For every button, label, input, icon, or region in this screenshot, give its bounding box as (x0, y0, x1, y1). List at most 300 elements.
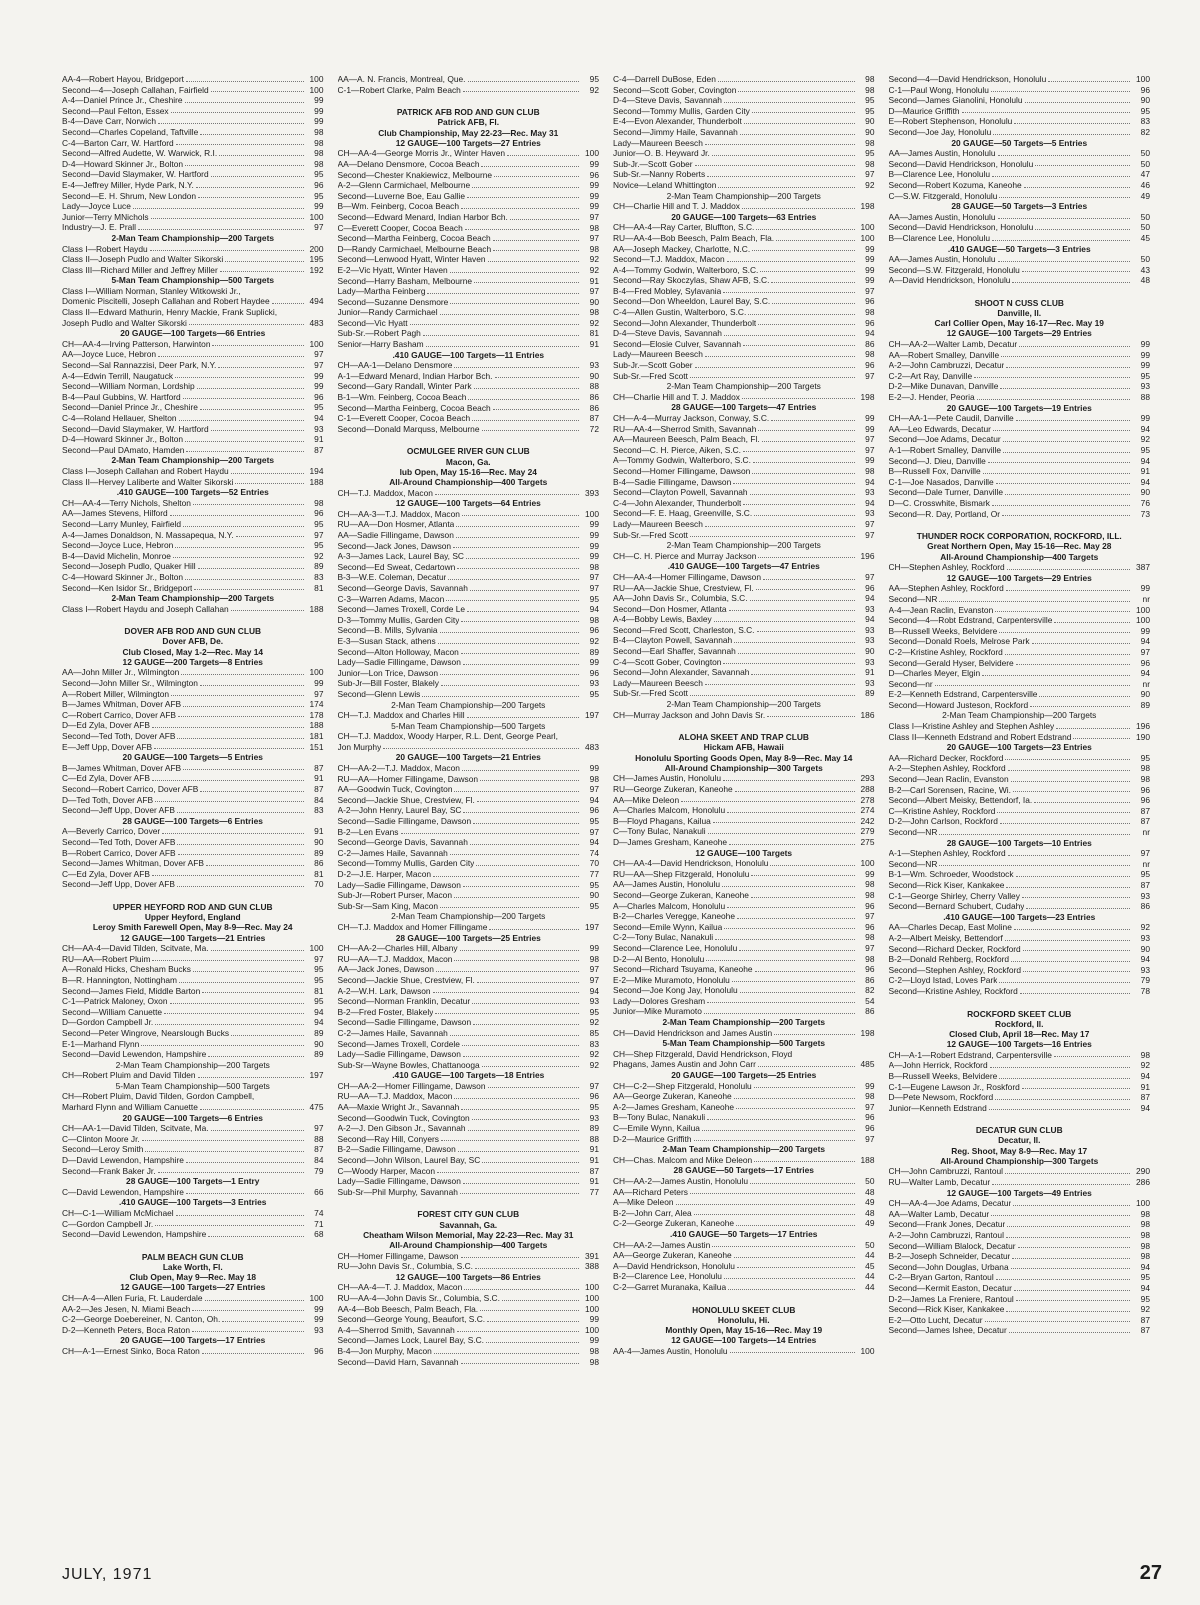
result-score: 86 (589, 392, 599, 403)
result-label: CH—AA-1—Delano Densmore (337, 360, 453, 371)
result-row (889, 975, 1151, 986)
leader-dots (728, 1282, 854, 1290)
result-row (338, 1261, 600, 1272)
result-row (62, 169, 324, 180)
result-label: Second—B. Mills, Sylvania (337, 625, 438, 636)
result-label: Lady—Maureen Beesch (613, 677, 703, 688)
event-heading: 2-Man Team Championship—200 Targets (111, 593, 275, 604)
result-row (338, 276, 600, 287)
result-row (889, 668, 1151, 679)
leader-dots (176, 1208, 304, 1216)
result-row (338, 1123, 600, 1134)
result-row (62, 975, 324, 986)
result-label: E-3—Susan Stack, athens (337, 635, 436, 646)
leader-dots (1007, 562, 1130, 570)
result-label: CH—Homer Fillingame, Dawson (337, 1250, 459, 1261)
result-label: RU—AA—Robert Pluim (62, 953, 151, 964)
result-label: Class I—Robert Haydu and Joseph Callahan (62, 603, 229, 614)
leader-dots (753, 455, 855, 463)
leader-dots (727, 254, 855, 262)
result-label: D—Charles Meyer, Elgin (888, 668, 981, 679)
club-name: OCMULGEE RIVER GUN CLUB (406, 446, 530, 457)
leader-dots (1039, 689, 1130, 697)
result-row (338, 328, 600, 339)
result-row (889, 1060, 1151, 1071)
leader-dots (1026, 901, 1130, 909)
result-score: 98 (589, 1356, 599, 1367)
leader-dots (202, 1346, 304, 1354)
result-score: 99 (589, 943, 599, 954)
result-label: Joseph Pudlo and Walter Sikorski (62, 317, 187, 328)
result-row (62, 1049, 324, 1060)
result-label: E-2—Mike Muramoto, Honolulu (613, 974, 730, 985)
result-label: B-4—Fred Mobley, Sylavania (613, 285, 722, 296)
result-label: Junior—Randy Carmichael (337, 307, 438, 318)
result-score: 90 (1140, 487, 1150, 498)
result-label: CH—AA-1—Pete Caudil, Danville (888, 413, 1014, 424)
result-row (338, 360, 600, 371)
result-label: Second—NR (888, 827, 938, 838)
result-label: E-2—Otto Lucht, Decatur (888, 1314, 983, 1325)
result-text: Class II—Edward Mathurin, Henry Mackie, Frank Suplicki, (62, 307, 278, 318)
leader-dots (222, 1314, 303, 1322)
result-score: 99 (865, 868, 875, 879)
result-label: CH—Charlie Hill and T. J. Maddox (613, 391, 740, 402)
result-label: Lady—Dolores Gresham (613, 995, 706, 1006)
leader-dots (1014, 1283, 1130, 1291)
result-label: Second—Alfred Audette, W. Warwick, R.I. (62, 148, 218, 159)
leader-dots (999, 626, 1130, 634)
leader-dots (1023, 965, 1130, 973)
result-label: C—Kristine Ashley, Rockford (888, 805, 996, 816)
result-score: 91 (589, 339, 599, 350)
result-row (62, 212, 324, 223)
result-row (613, 519, 875, 530)
leader-dots (456, 530, 579, 538)
result-score: 98 (1140, 1251, 1150, 1262)
result-label: Second—Joseph Pudlo, Quaker Hill (62, 561, 196, 572)
leader-dots (440, 307, 579, 315)
result-score: 290 (1136, 1166, 1150, 1177)
leader-dots (178, 848, 304, 856)
leader-dots (453, 541, 579, 549)
result-label: Domenic Piscitelli, Joseph Callahan and Robert Haydee (62, 296, 270, 307)
result-label: CH—A-4—Murray Jackson, Conway, S.C. (613, 413, 770, 423)
result-label: Sub-Sr.—Nanny Roberts (613, 169, 706, 180)
result-label: C-4—Barton Carr, W. Hartford (62, 137, 174, 148)
leader-dots (463, 805, 579, 813)
result-score: 95 (314, 540, 324, 551)
leader-dots (477, 975, 579, 983)
result-label: A—Mike Deleon (613, 1197, 674, 1208)
result-score: 100 (1136, 1198, 1150, 1209)
result-label: Class I—Kristine Ashley and Stephen Ashley (888, 721, 1055, 732)
column-4 (889, 74, 1151, 1544)
leader-dots (186, 1187, 304, 1195)
result-label: Second—Joyce Luce, Hebron (62, 540, 174, 551)
result-label: Sub-Jr—Robert Purser, Macon (337, 890, 453, 901)
result-score: 94 (865, 328, 875, 339)
result-label: CH—C-2—Shep Fitzgerald, Honolulu (613, 1080, 752, 1091)
result-row (613, 244, 875, 255)
result-score: 98 (865, 889, 875, 900)
result-row (62, 1346, 324, 1357)
result-label: AA—Sadie Fillingame, Dawson (337, 530, 454, 540)
result-label: B-2—Sadie Fillingame, Dawson (337, 1144, 456, 1155)
result-label: Second—Richard Decker, Rockford (888, 943, 1021, 954)
result-row (889, 85, 1151, 96)
result-row (613, 795, 875, 806)
result-label: Second—Jeff Upp, Dover AFB (62, 805, 175, 816)
result-score: 98 (865, 307, 875, 318)
result-label: Second—David Lewendon, Hampshire (62, 1049, 207, 1060)
leader-dots (1054, 1050, 1130, 1058)
result-row (889, 381, 1151, 392)
club-heading (889, 1009, 1151, 1040)
event-heading: 2-Man Team Championship—200 Targets (111, 232, 275, 243)
result-row (62, 826, 324, 837)
result-label: Second—Goodwin Tuck, Covington (337, 1112, 470, 1123)
leader-dots (1014, 116, 1130, 124)
result-row (613, 318, 875, 329)
leader-dots (992, 169, 1130, 177)
result-row (613, 858, 875, 869)
result-score: 92 (314, 550, 324, 561)
result-row (62, 106, 324, 117)
result-row (613, 328, 875, 339)
leader-dots (473, 816, 579, 824)
result-row (613, 106, 875, 117)
result-score: 96 (865, 582, 875, 593)
leader-dots (202, 986, 303, 994)
result-row (62, 848, 324, 859)
leader-dots (185, 95, 304, 103)
result-row (889, 371, 1151, 382)
leader-dots (738, 85, 854, 93)
leader-dots (750, 487, 855, 495)
result-score: 46 (1140, 179, 1150, 190)
result-row (889, 583, 1151, 594)
result-row (338, 318, 600, 329)
result-score: 293 (860, 773, 875, 784)
event-heading: .410 GAUGE—100 Targets—3 Entries (119, 1197, 267, 1208)
result-score: 87 (1140, 1314, 1150, 1325)
result-score: 96 (589, 667, 599, 678)
result-label: Second—William Canuette (62, 1006, 163, 1017)
result-score: 87 (314, 1144, 324, 1155)
result-score: 286 (1136, 1177, 1150, 1188)
team-subheading: 2-Man Team Championship—200 Targets (666, 190, 821, 201)
leader-dots (1008, 848, 1130, 856)
result-label: Second—Emile Wynn, Kailua (613, 921, 723, 932)
result-score: 96 (865, 317, 875, 328)
result-label: B—James Whitman, Dover AFB (62, 762, 182, 773)
result-text: CH—Robert Pluim, David Tilden, Gordon Campbell, (62, 1091, 255, 1102)
leader-dots (200, 678, 304, 686)
result-row (338, 1357, 600, 1368)
result-score: 393 (585, 487, 599, 498)
result-score: 97 (865, 529, 875, 540)
result-score: 95 (589, 1006, 599, 1017)
result-label: CH—AA-4—Joe Adams, Decatur (888, 1198, 1012, 1209)
result-score: nr (1142, 593, 1150, 604)
result-row (889, 360, 1151, 371)
team-subheading: 2-Man Team Championship—200 Targets (666, 381, 821, 392)
club-event-info: Club Open, May 9—Rec. May 18 (129, 1272, 257, 1283)
result-score: 98 (314, 158, 324, 169)
leader-dots (754, 508, 854, 516)
result-label: A-2—J. Den Gibson Jr., Savannah (337, 1123, 466, 1134)
result-label: Second—Sadie Fillingame, Dawson (337, 816, 472, 827)
result-score: 68 (314, 1229, 324, 1240)
result-score: 95 (589, 900, 599, 911)
result-score: 92 (1140, 922, 1150, 933)
leader-dots (1056, 721, 1130, 729)
result-label: C-2—James Haile, Savannah (337, 847, 448, 858)
result-label: RU—George Zukeran, Kaneohe (613, 784, 733, 795)
leader-dots (457, 1325, 579, 1333)
leader-dots (467, 191, 579, 199)
result-score: 98 (865, 932, 875, 943)
result-score: 81 (589, 328, 599, 339)
result-label: B—Wm. Feinberg, Cocoa Beach (337, 201, 459, 212)
result-row (338, 286, 600, 297)
result-row (613, 922, 875, 933)
result-score: 93 (1140, 964, 1150, 975)
leader-dots (482, 424, 580, 432)
leader-dots (231, 466, 304, 474)
result-score: 387 (1136, 562, 1150, 573)
result-row (338, 594, 600, 605)
result-row (338, 837, 600, 848)
result-label: CH—AA-1—David Tilden, Scitvate, Ma. (62, 1123, 209, 1134)
leader-dots (690, 688, 855, 696)
result-row (62, 296, 324, 307)
result-row (613, 646, 875, 657)
result-score: 81 (314, 868, 324, 879)
leader-dots (771, 275, 854, 283)
result-score: 94 (1140, 455, 1150, 466)
result-row (889, 658, 1151, 669)
leader-dots (718, 74, 855, 82)
result-score: 94 (1140, 1261, 1150, 1272)
leader-dots (742, 392, 855, 400)
result-label: Junior—O. B. Heyward Jr. (613, 148, 710, 159)
leader-dots (186, 74, 304, 82)
result-label: Second—John Wilson, Laurel Bay, SC (337, 1155, 481, 1166)
leader-dots (462, 763, 579, 771)
leader-dots (989, 1103, 1130, 1111)
result-row (613, 954, 875, 965)
result-row (62, 964, 324, 975)
result-label: AA—James Austin, Honolulu (888, 148, 996, 159)
result-score: 97 (314, 688, 324, 699)
leader-dots (722, 879, 854, 887)
leader-dots (474, 381, 579, 389)
result-score: 483 (309, 317, 324, 328)
result-row (613, 392, 875, 403)
result-score: 100 (585, 1303, 599, 1314)
leader-dots (476, 858, 579, 866)
result-label: Second—4—Robt Edstrand, Carpentersville (888, 615, 1053, 626)
result-label: RU—AA-4—John Davis Sr., Columbia, S.C. (337, 1292, 500, 1303)
leader-dots (461, 1251, 579, 1259)
leader-dots (208, 1049, 303, 1057)
result-score: 178 (309, 709, 324, 720)
leader-dots (426, 339, 579, 347)
result-row (338, 1113, 600, 1124)
result-label: Second—Jackie Shue, Crestview, Fl. (337, 794, 475, 805)
leader-dots (383, 742, 579, 750)
leader-dots (211, 943, 304, 951)
result-score: 95 (314, 996, 324, 1007)
team-subheading: 5-Man Team Championship—500 Targets (115, 1080, 270, 1091)
leader-dots (155, 1219, 303, 1227)
result-label: Second—Ken Isidor Sr., Bridgeport (62, 582, 193, 593)
result-score: 99 (865, 264, 875, 275)
result-label: AA—James Austin, Honolulu (888, 254, 996, 265)
result-label: Second—James Troxell, Cordele (337, 1038, 460, 1049)
result-score: 96 (589, 625, 599, 636)
leader-dots (454, 954, 579, 962)
result-score: 73 (1140, 508, 1150, 519)
result-score: 93 (865, 656, 875, 667)
result-score: 86 (865, 974, 875, 985)
result-score: 99 (865, 243, 875, 254)
result-label: C—Ed Zyla, Dover AFB (62, 773, 150, 784)
result-label: AA—George Zukeran, Kaneohe (613, 1250, 732, 1261)
result-label: A-4—Bobby Lewis, Baxley (613, 614, 712, 625)
leader-dots (1022, 1082, 1130, 1090)
result-score: 86 (865, 1006, 875, 1017)
result-score: 197 (585, 921, 599, 932)
team-subheading: 2-Man Team Championship—200 Targets (942, 710, 1097, 721)
result-row (613, 572, 875, 583)
result-score: nr (1142, 827, 1150, 838)
result-score: 99 (865, 254, 875, 265)
result-label: Second—Kermit Easton, Decatur (888, 1283, 1012, 1294)
result-row (338, 562, 600, 573)
leader-dots (743, 445, 854, 453)
result-score: 99 (865, 455, 875, 466)
result-label: Second—Fred Scott, Charleston, S.C. (613, 624, 755, 635)
leader-dots (488, 254, 579, 262)
leader-dots (723, 773, 855, 781)
result-label: D-2—Mike Dunavan, Danville (888, 381, 999, 392)
leader-dots (272, 296, 304, 304)
result-row (889, 965, 1151, 976)
leader-dots (1016, 1294, 1130, 1302)
result-score: 97 (589, 1080, 599, 1091)
result-score: 198 (860, 1027, 875, 1038)
result-label: D—Ed Zyla, Dover AFB (62, 720, 150, 731)
result-label: RU—AA—Jackie Shue, Crestview, Fl. (613, 582, 754, 593)
result-score: 99 (314, 116, 324, 127)
event-heading: 28 GAUGE—50 Targets—3 Entries (951, 201, 1088, 212)
team-subheading: 2-Man Team Championship—200 Targets (115, 1059, 270, 1070)
results-columns (62, 74, 1150, 1544)
club-heading (613, 732, 875, 763)
issue-date: JULY, 1971 (62, 1566, 153, 1583)
result-score: 93 (589, 1112, 599, 1123)
club-heading (338, 107, 600, 138)
leader-dots (739, 943, 854, 951)
result-label: CH—Chas. Malcom and Mike Deleon (613, 1154, 753, 1165)
result-score: 94 (314, 1017, 324, 1028)
result-row (338, 996, 600, 1007)
result-label: Second—Sal Rannazzisi, Deer Park, N.Y. (62, 360, 217, 371)
result-text: CH—Shep Fitzgerald, David Hendrickson, Floyd (613, 1048, 793, 1059)
leader-dots (467, 604, 579, 612)
leader-dots (162, 826, 303, 834)
result-label: D—David Lewendon, Hampshire (62, 1155, 184, 1166)
result-label: Second—Rick Kiser, Kankakee (888, 1304, 1005, 1315)
result-score: 92 (865, 179, 875, 190)
result-row (613, 466, 875, 477)
result-row (338, 572, 600, 583)
leader-dots (171, 106, 304, 114)
leader-dots (1048, 74, 1130, 82)
result-row (62, 201, 324, 212)
result-row (889, 1262, 1151, 1273)
result-label: A-3—James Lack, Laurel Bay, SC (337, 551, 464, 562)
leader-dots (771, 413, 854, 421)
result-row (62, 699, 324, 710)
result-label: Second—Jack Jones, Dawson (337, 540, 452, 551)
result-row (62, 943, 324, 954)
club-location: Decatur, Il. (998, 1135, 1041, 1146)
result-row (889, 1315, 1151, 1326)
result-row (338, 678, 600, 689)
result-score: 98 (1140, 1219, 1150, 1230)
result-score: 99 (314, 201, 324, 212)
result-score: 96 (314, 391, 324, 402)
result-label: Second—Don Wheeldon, Laurel Bay, S.C. (613, 296, 771, 307)
result-row (338, 1134, 600, 1145)
leader-dots (427, 286, 579, 294)
result-row (62, 381, 324, 392)
leader-dots (158, 1166, 304, 1174)
result-row (62, 508, 324, 519)
result-label: C-2—Bryan Garton, Rantoul (888, 1272, 994, 1283)
result-row (62, 1293, 324, 1304)
result-score: nr (1142, 858, 1150, 869)
leader-dots (480, 1304, 579, 1312)
result-row (613, 901, 875, 912)
event-heading: 28 GAUGE—100 Targets—25 Entries (395, 932, 541, 943)
result-row (613, 95, 875, 106)
result-label: Second—NR (888, 858, 938, 869)
result-row (62, 371, 324, 382)
result-row (889, 191, 1151, 202)
result-row (613, 201, 875, 212)
club-heading (889, 298, 1151, 329)
result-row (62, 879, 324, 890)
result-label: Second—nr (888, 678, 933, 689)
leader-dots (734, 1250, 855, 1258)
leader-dots (423, 328, 579, 336)
result-score: 90 (865, 646, 875, 657)
leader-dots (723, 286, 854, 294)
column-1 (62, 74, 324, 1544)
result-row (889, 434, 1151, 445)
leader-dots (1006, 880, 1130, 888)
leader-dots (939, 859, 1130, 867)
result-score: 100 (309, 1292, 324, 1303)
leader-dots (939, 594, 1130, 602)
leader-dots (742, 201, 855, 209)
result-row (889, 785, 1151, 796)
